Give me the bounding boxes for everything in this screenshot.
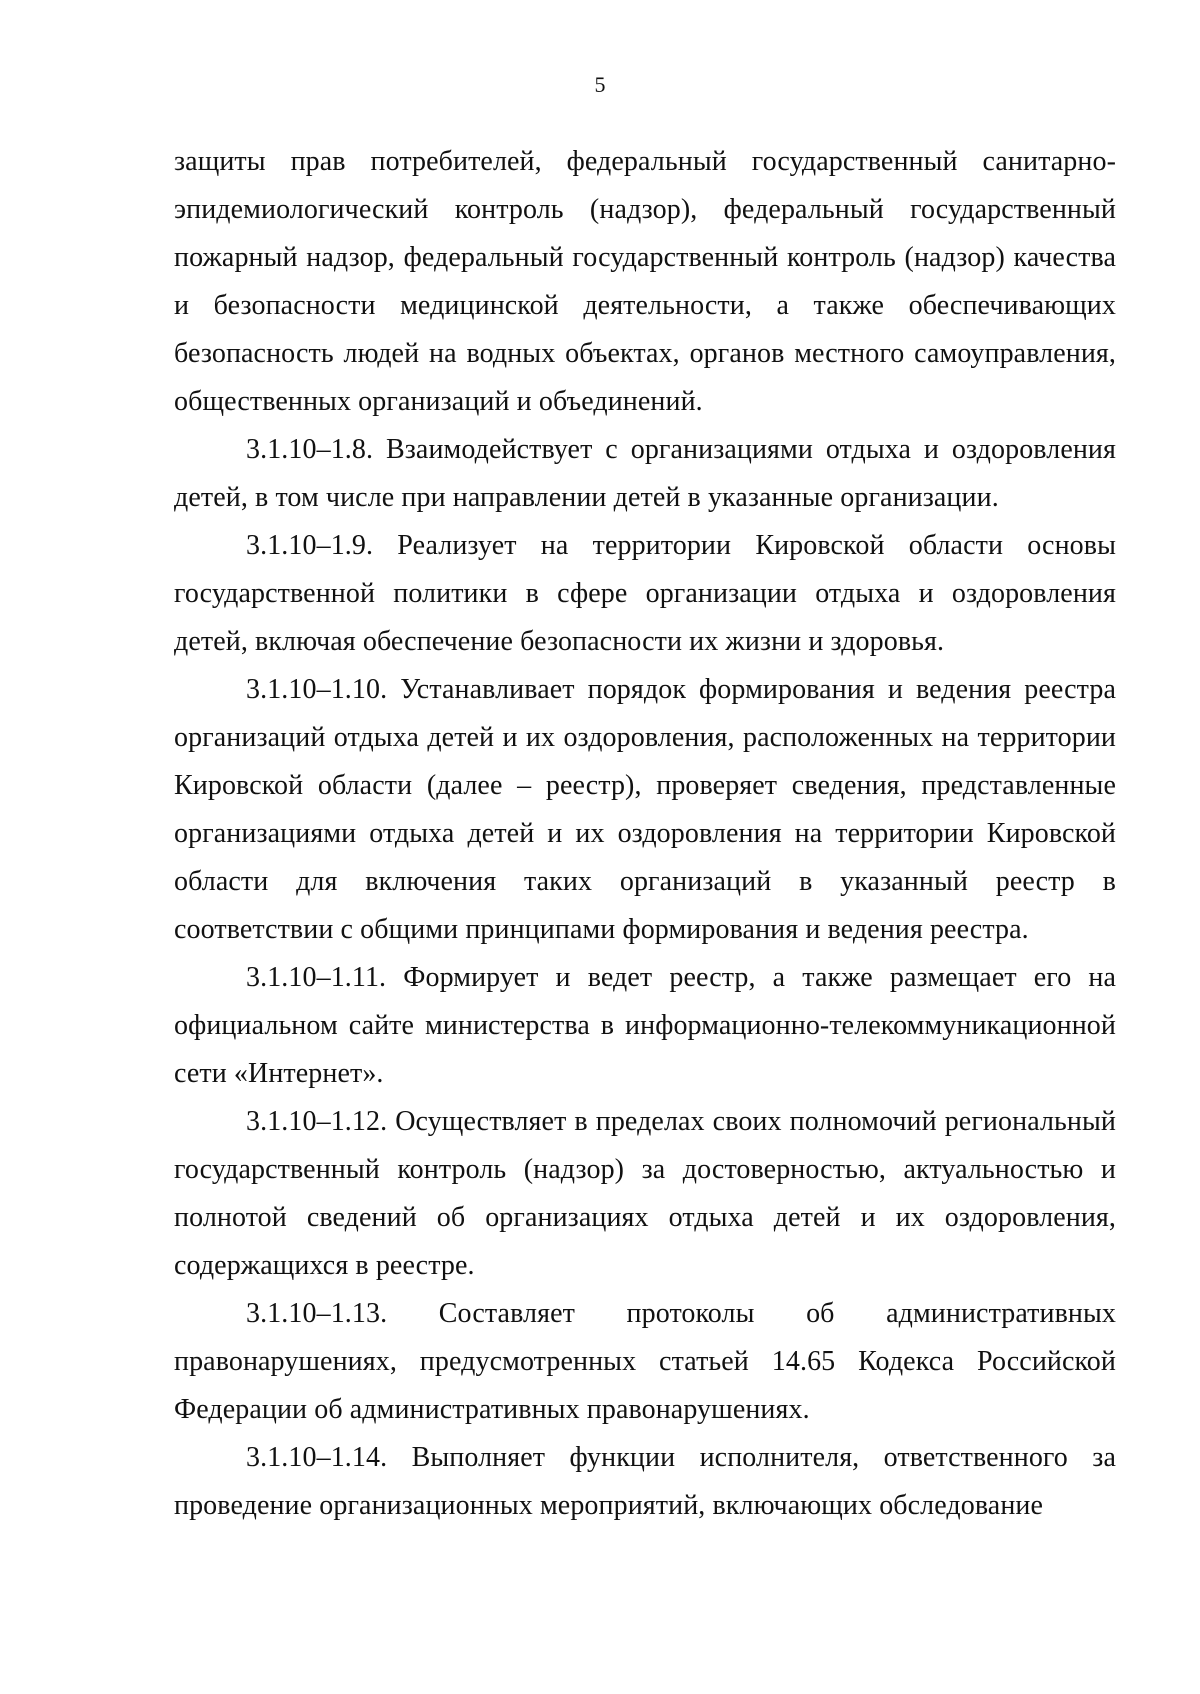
paragraph-continuation: защиты прав потребителей, федеральный государственный санитарно-эпидемиологический контроль (надзор), федеральный государственный пожарный надзор, федеральный государственный контроль (надзор) качества и безопасности медицинской деятельности, а также обеспечивающих безопасность людей на водных объектах, органов местного самоуправления, общественных организаций и объединений. bbox=[174, 146, 1116, 417]
paragraph-3-1-10-1-8: 3.1.10–1.8. Взаимодействует с организациями отдыха и оздоровления детей, в том числе при направлении детей в указанные организации. bbox=[174, 434, 1116, 513]
paragraph-3-1-10-1-12: 3.1.10–1.12. Осуществляет в пределах своих полномочий региональный государственный контроль (надзор) за достоверностью, актуальностью и полнотой сведений об организациях отдыха детей и их оздоровления, содержащихся в реестре. bbox=[174, 1106, 1116, 1281]
document-body bbox=[174, 138, 1116, 1530]
paragraph-3-1-10-1-14: 3.1.10–1.14. Выполняет функции исполнителя, ответственного за проведение организационных мероприятий, включающих обследование bbox=[174, 1442, 1116, 1521]
page-number: 5 bbox=[594, 72, 606, 97]
paragraph-3-1-10-1-13: 3.1.10–1.13. Составляет протоколы об административных правонарушениях, предусмотренных статьей 14.65 Кодекса Российской Федерации об административных правонарушениях. bbox=[174, 1298, 1116, 1425]
paragraph-3-1-10-1-11: 3.1.10–1.11. Формирует и ведет реестр, а также размещает его на официальном сайте министерства в информационно-телекоммуникационной сети «Интернет». bbox=[174, 962, 1116, 1089]
paragraph-3-1-10-1-9: 3.1.10–1.9. Реализует на территории Кировской области основы государственной политики в сфере организации отдыха и оздоровления детей, включая обеспечение безопасности их жизни и здоровья. bbox=[174, 530, 1116, 657]
paragraph-3-1-10-1-10: 3.1.10–1.10. Устанавливает порядок формирования и ведения реестра организаций отдыха детей и их оздоровления, расположенных на территории Кировской области (далее – реестр), проверяет сведения, представленные организациями отдыха детей и их оздоровления на территории Кировской области для включения таких организаций в указанный реестр в соответствии с общими принципами формирования и ведения реестра. bbox=[174, 674, 1116, 945]
